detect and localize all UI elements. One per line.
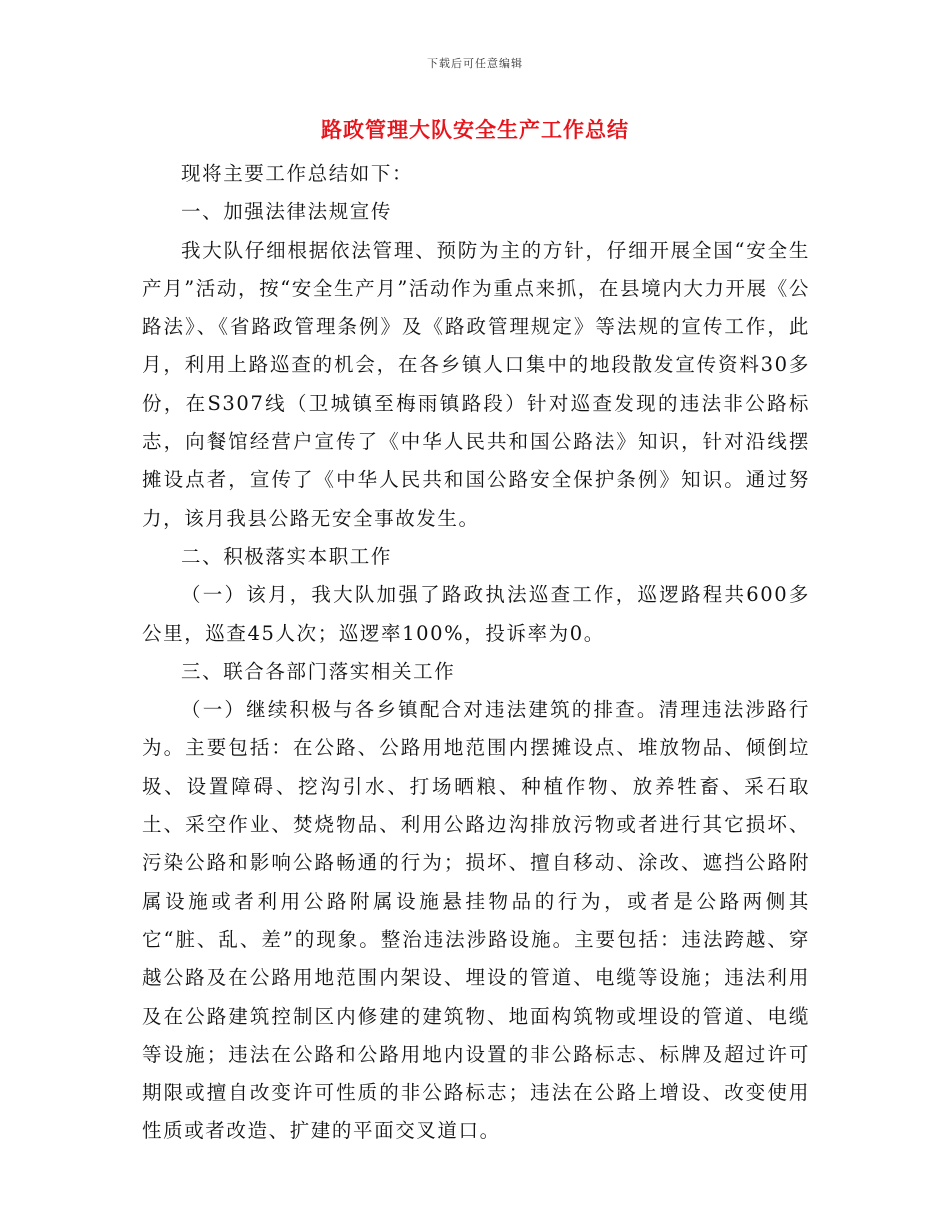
document-body xyxy=(142,155,810,1151)
section-heading-2: 二、积极落实本职工作 xyxy=(181,544,393,568)
section-2-paragraph: （一）该月，我大队加强了路政执法巡查工作，巡逻路程共600多公里，巡查45人次；巡逻率100%，投诉率为0。 xyxy=(142,583,810,645)
document-title: 路政管理大队安全生产工作总结 xyxy=(321,117,629,142)
section-heading-1: 一、加强法律法规宣传 xyxy=(181,200,393,224)
intro-paragraph: 现将主要工作总结如下： xyxy=(181,162,414,185)
section-heading-3: 三、联合各部门落实相关工作 xyxy=(181,659,456,683)
header-note: 下载后可任意编辑 xyxy=(427,57,523,70)
section-1-paragraph: 我大队仔细根据依法管理、预防为主的方针，仔细开展全国“安全生产月”活动，按“安全生产月”活动作为重点来抓，在县境内大力开展《公路法》、《省路政管理条例》及《路政管理规定》等法规的宣传工作，此月，利用上路巡查的机会，在各乡镇人口集中的地段散发宣传资料30多份，在S307线（卫城镇至梅雨镇路段）针对巡查发现的违法非公路标志，向餐馆经营户宣传了《中华人民共和国公路法》知识，针对沿线摆摊设点者，宣传了《中华人民共和国公路安全保护条例》知识。通过努力，该月我县公路无安全事故发生。 xyxy=(142,238,810,530)
section-3-paragraph: （一）继续积极与各乡镇配合对违法建筑的排查。清理违法涉路行为。主要包括：在公路、公路用地范围内摆摊设点、堆放物品、倾倒垃圾、设置障碍、挖沟引水、打场晒粮、种植作物、放养牲畜、采石取土、采空作业、焚烧物品、利用公路边沟排放污物或者进行其它损坏、污染公路和影响公路畅通的行为；损坏、擅自移动、涂改、遮挡公路附属设施或者利用公路附属设施悬挂物品的行为，或者是公路两侧其它“脏、乱、差”的现象。整治违法涉路设施。主要包括：违法跨越、穿越公路及在公路用地范围内架设、埋设的管道、电缆等设施；违法利用及在公路建筑控制区内修建的建筑物、地面构筑物或埋设的管道、电缆等设施；违法在公路和公路用地内设置的非公路标志、标牌及超过许可期限或擅自改变许可性质的非公路标志；违法在公路上增设、改变使用性质或者改造、扩建的平面交叉道口。 xyxy=(142,698,810,1143)
